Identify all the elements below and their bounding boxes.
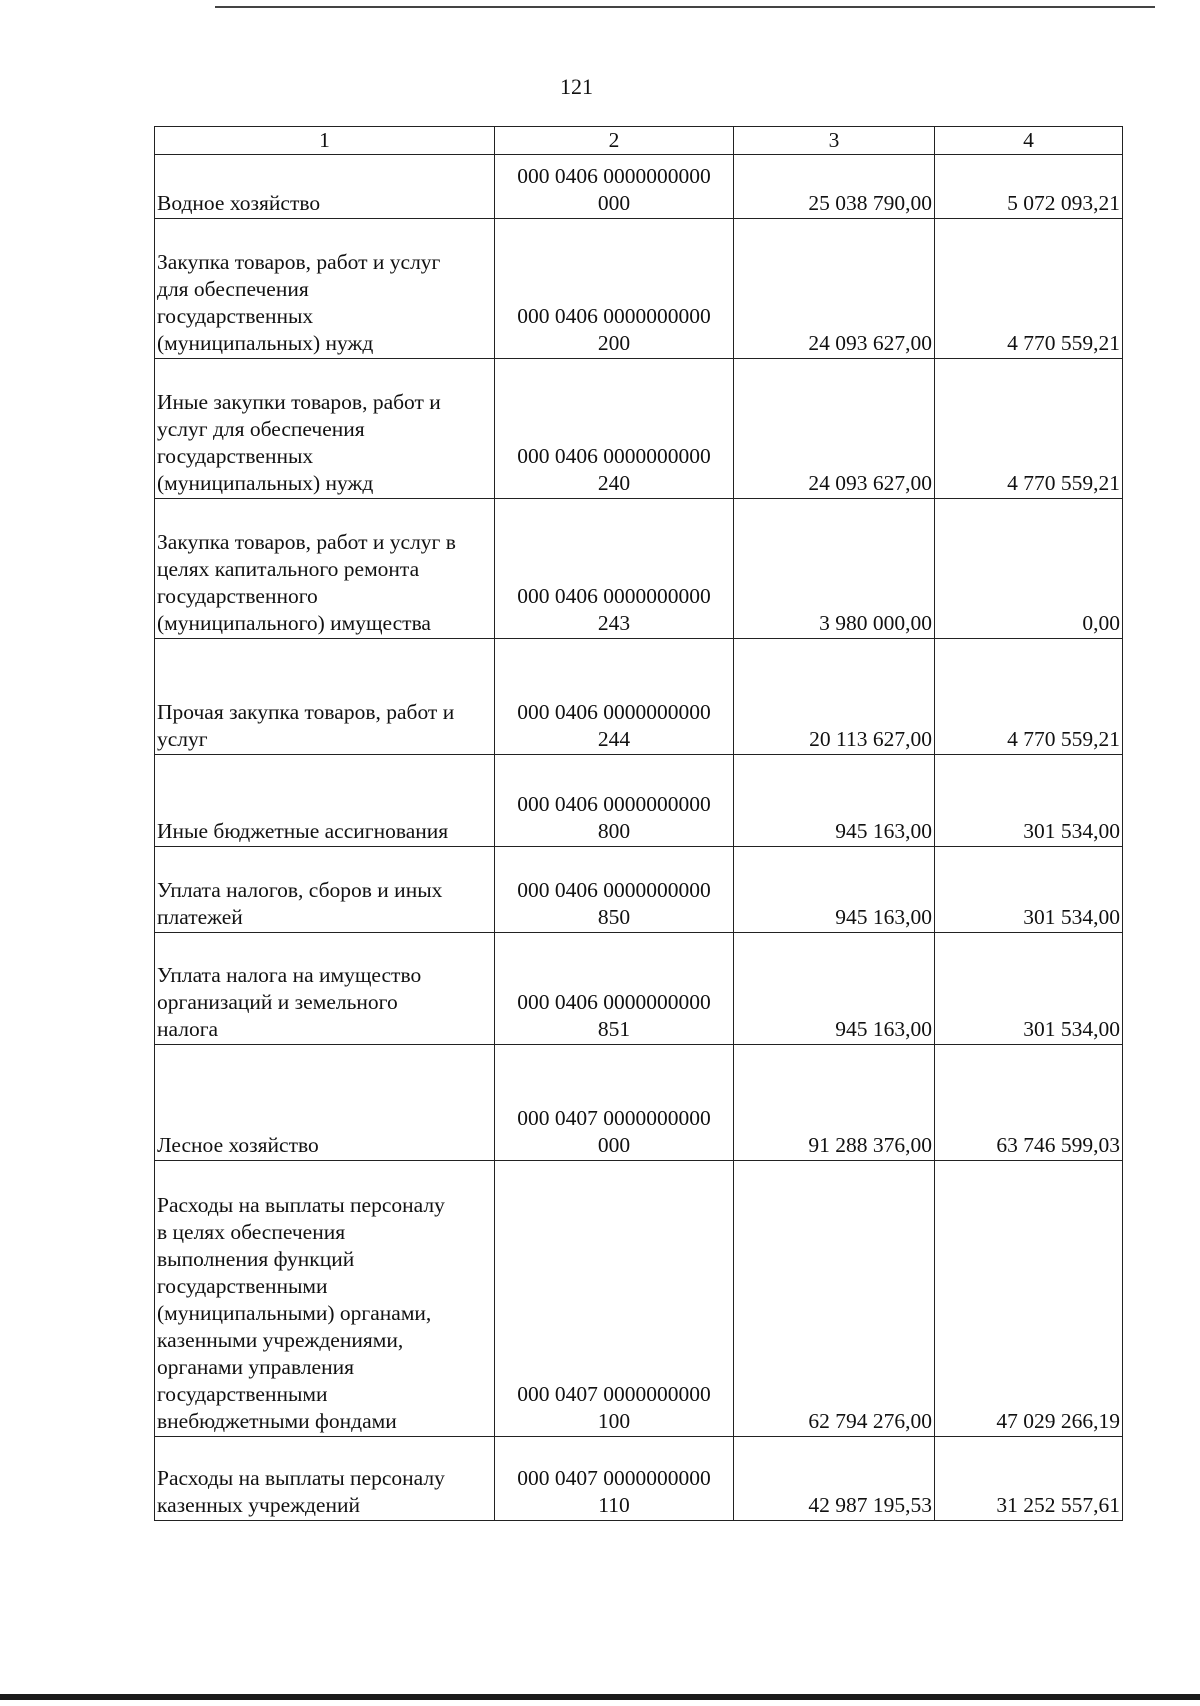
row-col3-value: 945 163,00 — [734, 933, 935, 1045]
row-col3-value: 62 794 276,00 — [734, 1161, 935, 1437]
row-name: Лесное хозяйство — [155, 1045, 495, 1161]
row-col4-value: 5 072 093,21 — [935, 155, 1123, 219]
row-col4-value: 63 746 599,03 — [935, 1045, 1123, 1161]
row-code: 000 0407 0000000000 000 — [495, 1045, 734, 1161]
table-row — [155, 359, 1123, 499]
row-name: Водное хозяйство — [155, 155, 495, 219]
row-col4-value: 0,00 — [935, 499, 1123, 639]
table-row — [155, 155, 1123, 219]
column-header: 2 — [495, 127, 734, 155]
row-col4-value: 31 252 557,61 — [935, 1437, 1123, 1521]
row-col3-value: 945 163,00 — [734, 755, 935, 847]
row-col4-value: 301 534,00 — [935, 755, 1123, 847]
row-name: Прочая закупка товаров, работ и услуг — [155, 639, 495, 755]
table-row — [155, 1161, 1123, 1437]
row-code: 000 0406 0000000000 240 — [495, 359, 734, 499]
row-col3-value: 91 288 376,00 — [734, 1045, 935, 1161]
row-col3-value: 3 980 000,00 — [734, 499, 935, 639]
row-col4-value: 4 770 559,21 — [935, 359, 1123, 499]
column-header: 1 — [155, 127, 495, 155]
row-col3-value: 24 093 627,00 — [734, 219, 935, 359]
row-col3-value: 42 987 195,53 — [734, 1437, 935, 1521]
row-code: 000 0406 0000000000 851 — [495, 933, 734, 1045]
row-col4-value: 4 770 559,21 — [935, 219, 1123, 359]
row-code: 000 0406 0000000000 800 — [495, 755, 734, 847]
row-col3-value: 20 113 627,00 — [734, 639, 935, 755]
top-scan-line — [215, 6, 1155, 8]
row-name: Уплата налога на имущество организаций и земельного налога — [155, 933, 495, 1045]
table-row — [155, 499, 1123, 639]
row-col4-value: 47 029 266,19 — [935, 1161, 1123, 1437]
page-number: 121 — [560, 74, 593, 99]
column-header: 3 — [734, 127, 935, 155]
row-name: Иные бюджетные ассигнования — [155, 755, 495, 847]
row-col3-value: 945 163,00 — [734, 847, 935, 933]
table-row — [155, 219, 1123, 359]
row-code: 000 0407 0000000000 100 — [495, 1161, 734, 1437]
row-code: 000 0406 0000000000 244 — [495, 639, 734, 755]
row-name: Уплата налогов, сборов и иных платежей — [155, 847, 495, 933]
budget-table — [154, 126, 1123, 1521]
row-name: Расходы на выплаты персоналу казенных учреждений — [155, 1437, 495, 1521]
row-code: 000 0406 0000000000 000 — [495, 155, 734, 219]
row-name: Закупка товаров, работ и услуг для обеспечения государственных (муниципальных) нужд — [155, 219, 495, 359]
table-row — [155, 1437, 1123, 1521]
table-row — [155, 1045, 1123, 1161]
row-col3-value: 25 038 790,00 — [734, 155, 935, 219]
row-name: Закупка товаров, работ и услуг в целях капитального ремонта государственного (муниципального) имущества — [155, 499, 495, 639]
bottom-scan-edge — [0, 1694, 1200, 1700]
row-code: 000 0406 0000000000 243 — [495, 499, 734, 639]
row-col4-value: 301 534,00 — [935, 847, 1123, 933]
table-row — [155, 755, 1123, 847]
row-name: Расходы на выплаты персоналу в целях обеспечения выполнения функций государственными (муниципальными) органами, казенными учреждениями, органами управления государственными внебюджетными фондами — [155, 1161, 495, 1437]
row-code: 000 0406 0000000000 200 — [495, 219, 734, 359]
row-col4-value: 4 770 559,21 — [935, 639, 1123, 755]
row-col3-value: 24 093 627,00 — [734, 359, 935, 499]
column-header: 4 — [935, 127, 1123, 155]
table-row — [155, 639, 1123, 755]
row-code: 000 0407 0000000000 110 — [495, 1437, 734, 1521]
row-code: 000 0406 0000000000 850 — [495, 847, 734, 933]
table-row — [155, 933, 1123, 1045]
column-number-row — [155, 127, 1123, 155]
row-col4-value: 301 534,00 — [935, 933, 1123, 1045]
table-row — [155, 847, 1123, 933]
row-name: Иные закупки товаров, работ и услуг для обеспечения государственных (муниципальных) нужд — [155, 359, 495, 499]
